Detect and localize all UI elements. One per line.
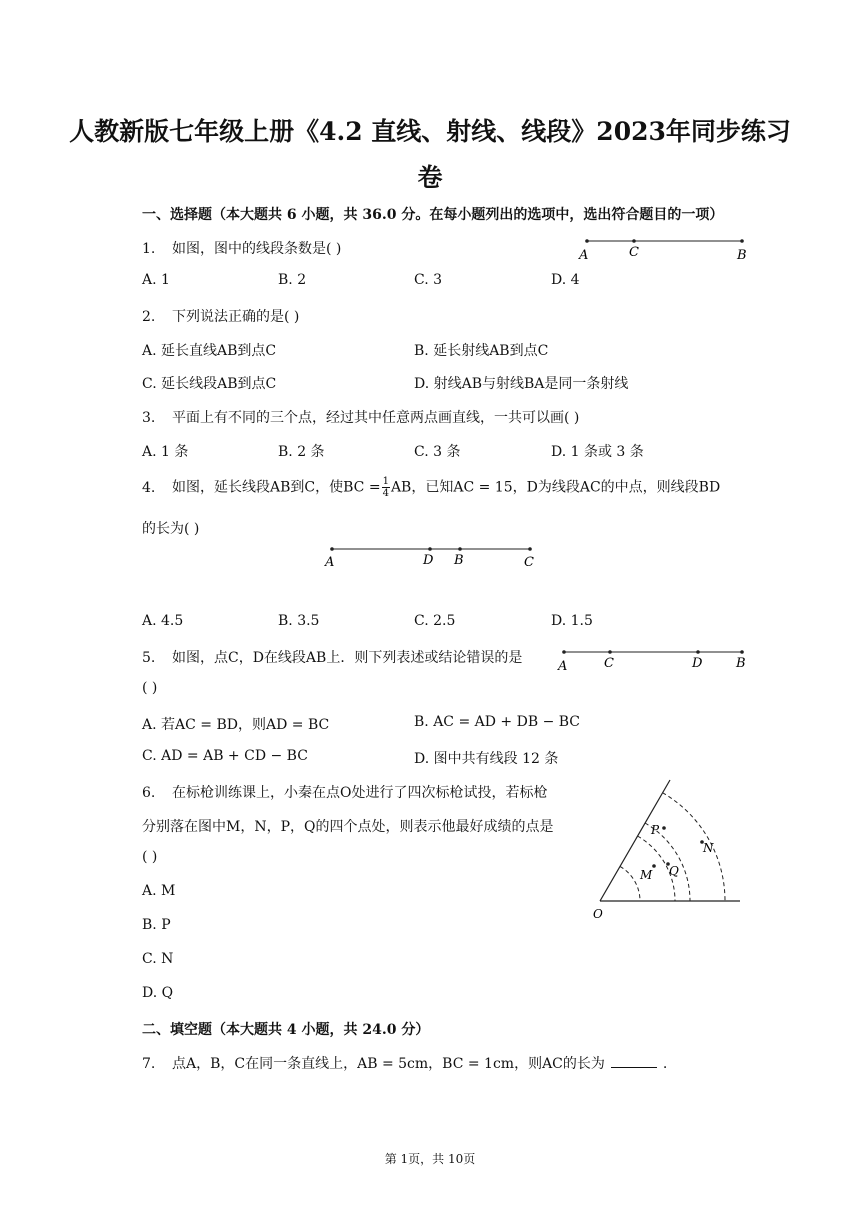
option-b: B. 2 条 [278, 444, 325, 460]
fraction-denominator: 4 [382, 488, 389, 499]
label-c: C [524, 555, 534, 570]
question-text: 下列说法正确的是( ) [172, 309, 300, 325]
question-6-line2: 分别落在图中M，N，P，Q的四个点处，则表示他最好成绩的点是 [142, 819, 554, 835]
fraction-numerator: 1 [382, 476, 389, 487]
arc-1 [620, 866, 640, 901]
point-a-dot [585, 239, 589, 243]
option-a: A. 1 [142, 272, 170, 288]
point-c-dot [608, 650, 612, 654]
point-b-dot [740, 239, 744, 243]
section-heading-fill-blank: 二、填空题（本大题共 4 小题，共 24.0 分） [142, 1022, 430, 1038]
label-p: P [651, 823, 660, 837]
figure-q1-segment [575, 234, 755, 262]
option-a: A. 1 条 [142, 444, 189, 460]
question-text-part2: AB，已知AC = 15，D为线段AC的中点，则线段BD [390, 479, 721, 496]
point-b-dot [458, 547, 462, 551]
label-c: C [629, 245, 639, 260]
page-title: 人教新版七年级上册《4.2 直线、射线、线段》2023年同步练习 [69, 117, 791, 146]
option-c: C. AD = AB + CD − BC [142, 748, 308, 764]
point-c-dot [528, 547, 532, 551]
option-c: C. 3 条 [414, 444, 461, 460]
question-number: 2. [142, 309, 156, 325]
label-a: A [325, 555, 335, 570]
option-b: B. 2 [278, 272, 307, 288]
question-number: 1. [142, 241, 156, 257]
point-a-dot [562, 650, 566, 654]
label-m: M [640, 868, 653, 882]
point-a-dot [330, 547, 334, 551]
question-text: 平面上有不同的三个点，经过其中任意两点画直线，一共可以画( ) [172, 410, 580, 426]
question-text: 如图，图中的线段条数是( ) [172, 241, 342, 257]
label-b: B [454, 553, 464, 568]
point-b-dot [740, 650, 744, 654]
label-o: O [593, 907, 603, 921]
option-d: D. 1 条或 3 条 [551, 444, 644, 460]
question-number: 7. [142, 1056, 156, 1072]
option-d: D. 1.5 [551, 613, 593, 629]
label-b: B [736, 656, 746, 671]
option-d: D. 射线AB与射线BA是同一条射线 [414, 376, 629, 392]
question-4-line2: 的长为( ) [142, 521, 200, 537]
question-5-line2: ( ) [142, 680, 158, 696]
question-3 [142, 407, 579, 427]
label-a: A [558, 659, 568, 672]
question-number: 6. [142, 785, 156, 801]
option-d: D. 4 [551, 272, 580, 288]
label-n: N [703, 841, 714, 855]
point-c-dot [632, 239, 636, 243]
page-title-line2: 卷 [417, 163, 443, 192]
figure-q5-segment [552, 642, 752, 672]
question-2 [142, 306, 299, 326]
question-6 [142, 782, 547, 802]
page-footer: 第 1页，共 10页 [384, 1152, 476, 1166]
label-d: D [692, 656, 703, 671]
question-text: 在标枪训练课上，小秦在点O处进行了四次标枪试投，若标枪 [172, 785, 548, 801]
fraction-one-quarter [382, 476, 390, 499]
point-m-dot [652, 864, 656, 868]
label-a: A [579, 248, 589, 262]
section-heading-choice: 一、选择题（本大题共 6 小题，共 36.0 分。在每小题列出的选项中，选出符合题目的一项） [142, 207, 724, 223]
question-text: 如图，点C，D在线段AB上．则下列表述或结论错误的是 [172, 650, 523, 666]
label-d: D [423, 553, 434, 568]
answer-blank[interactable] [611, 1055, 657, 1068]
option-b: B. P [142, 917, 171, 933]
option-c: C. 延长线段AB到点C [142, 376, 277, 392]
figure-q4-segment [320, 540, 545, 572]
point-d-dot [696, 650, 700, 654]
sector-ray [600, 780, 670, 901]
question-tail: . [662, 1056, 668, 1072]
option-c: C. 2.5 [414, 613, 456, 629]
option-c: C. N [142, 951, 174, 967]
option-d: D. Q [142, 985, 174, 1001]
option-b: B. AC = AD + DB − BC [414, 714, 581, 730]
question-number: 3. [142, 410, 156, 426]
figure-q6-javelin-sector [585, 778, 750, 923]
question-6-line3: ( ) [142, 849, 158, 865]
question-text-part1: 如图，延长线段AB到C，使BC = [172, 479, 381, 496]
question-number: 4. [142, 479, 156, 496]
option-b: B. 3.5 [278, 613, 320, 629]
question-text: 点A，B，C在同一条直线上，AB = 5cm，BC = 1cm，则AC的长为 [172, 1056, 605, 1072]
option-a: A. 若AC = BD，则AD = BC [142, 717, 330, 733]
option-b: B. 延长射线AB到点C [414, 343, 549, 359]
label-b: B [737, 248, 747, 262]
question-number: 5. [142, 650, 156, 666]
option-c: C. 3 [414, 272, 443, 288]
label-c: C [604, 656, 614, 671]
question-4 [142, 476, 720, 499]
point-p-dot [662, 826, 666, 830]
question-5 [142, 647, 522, 667]
option-a: A. M [142, 883, 176, 899]
option-a: A. 4.5 [142, 613, 184, 629]
point-d-dot [428, 547, 432, 551]
question-1 [142, 238, 341, 258]
question-7 [142, 1053, 667, 1073]
label-q: Q [669, 864, 679, 878]
option-d: D. 图中共有线段 12 条 [414, 751, 559, 767]
option-a: A. 延长直线AB到点C [142, 343, 277, 359]
